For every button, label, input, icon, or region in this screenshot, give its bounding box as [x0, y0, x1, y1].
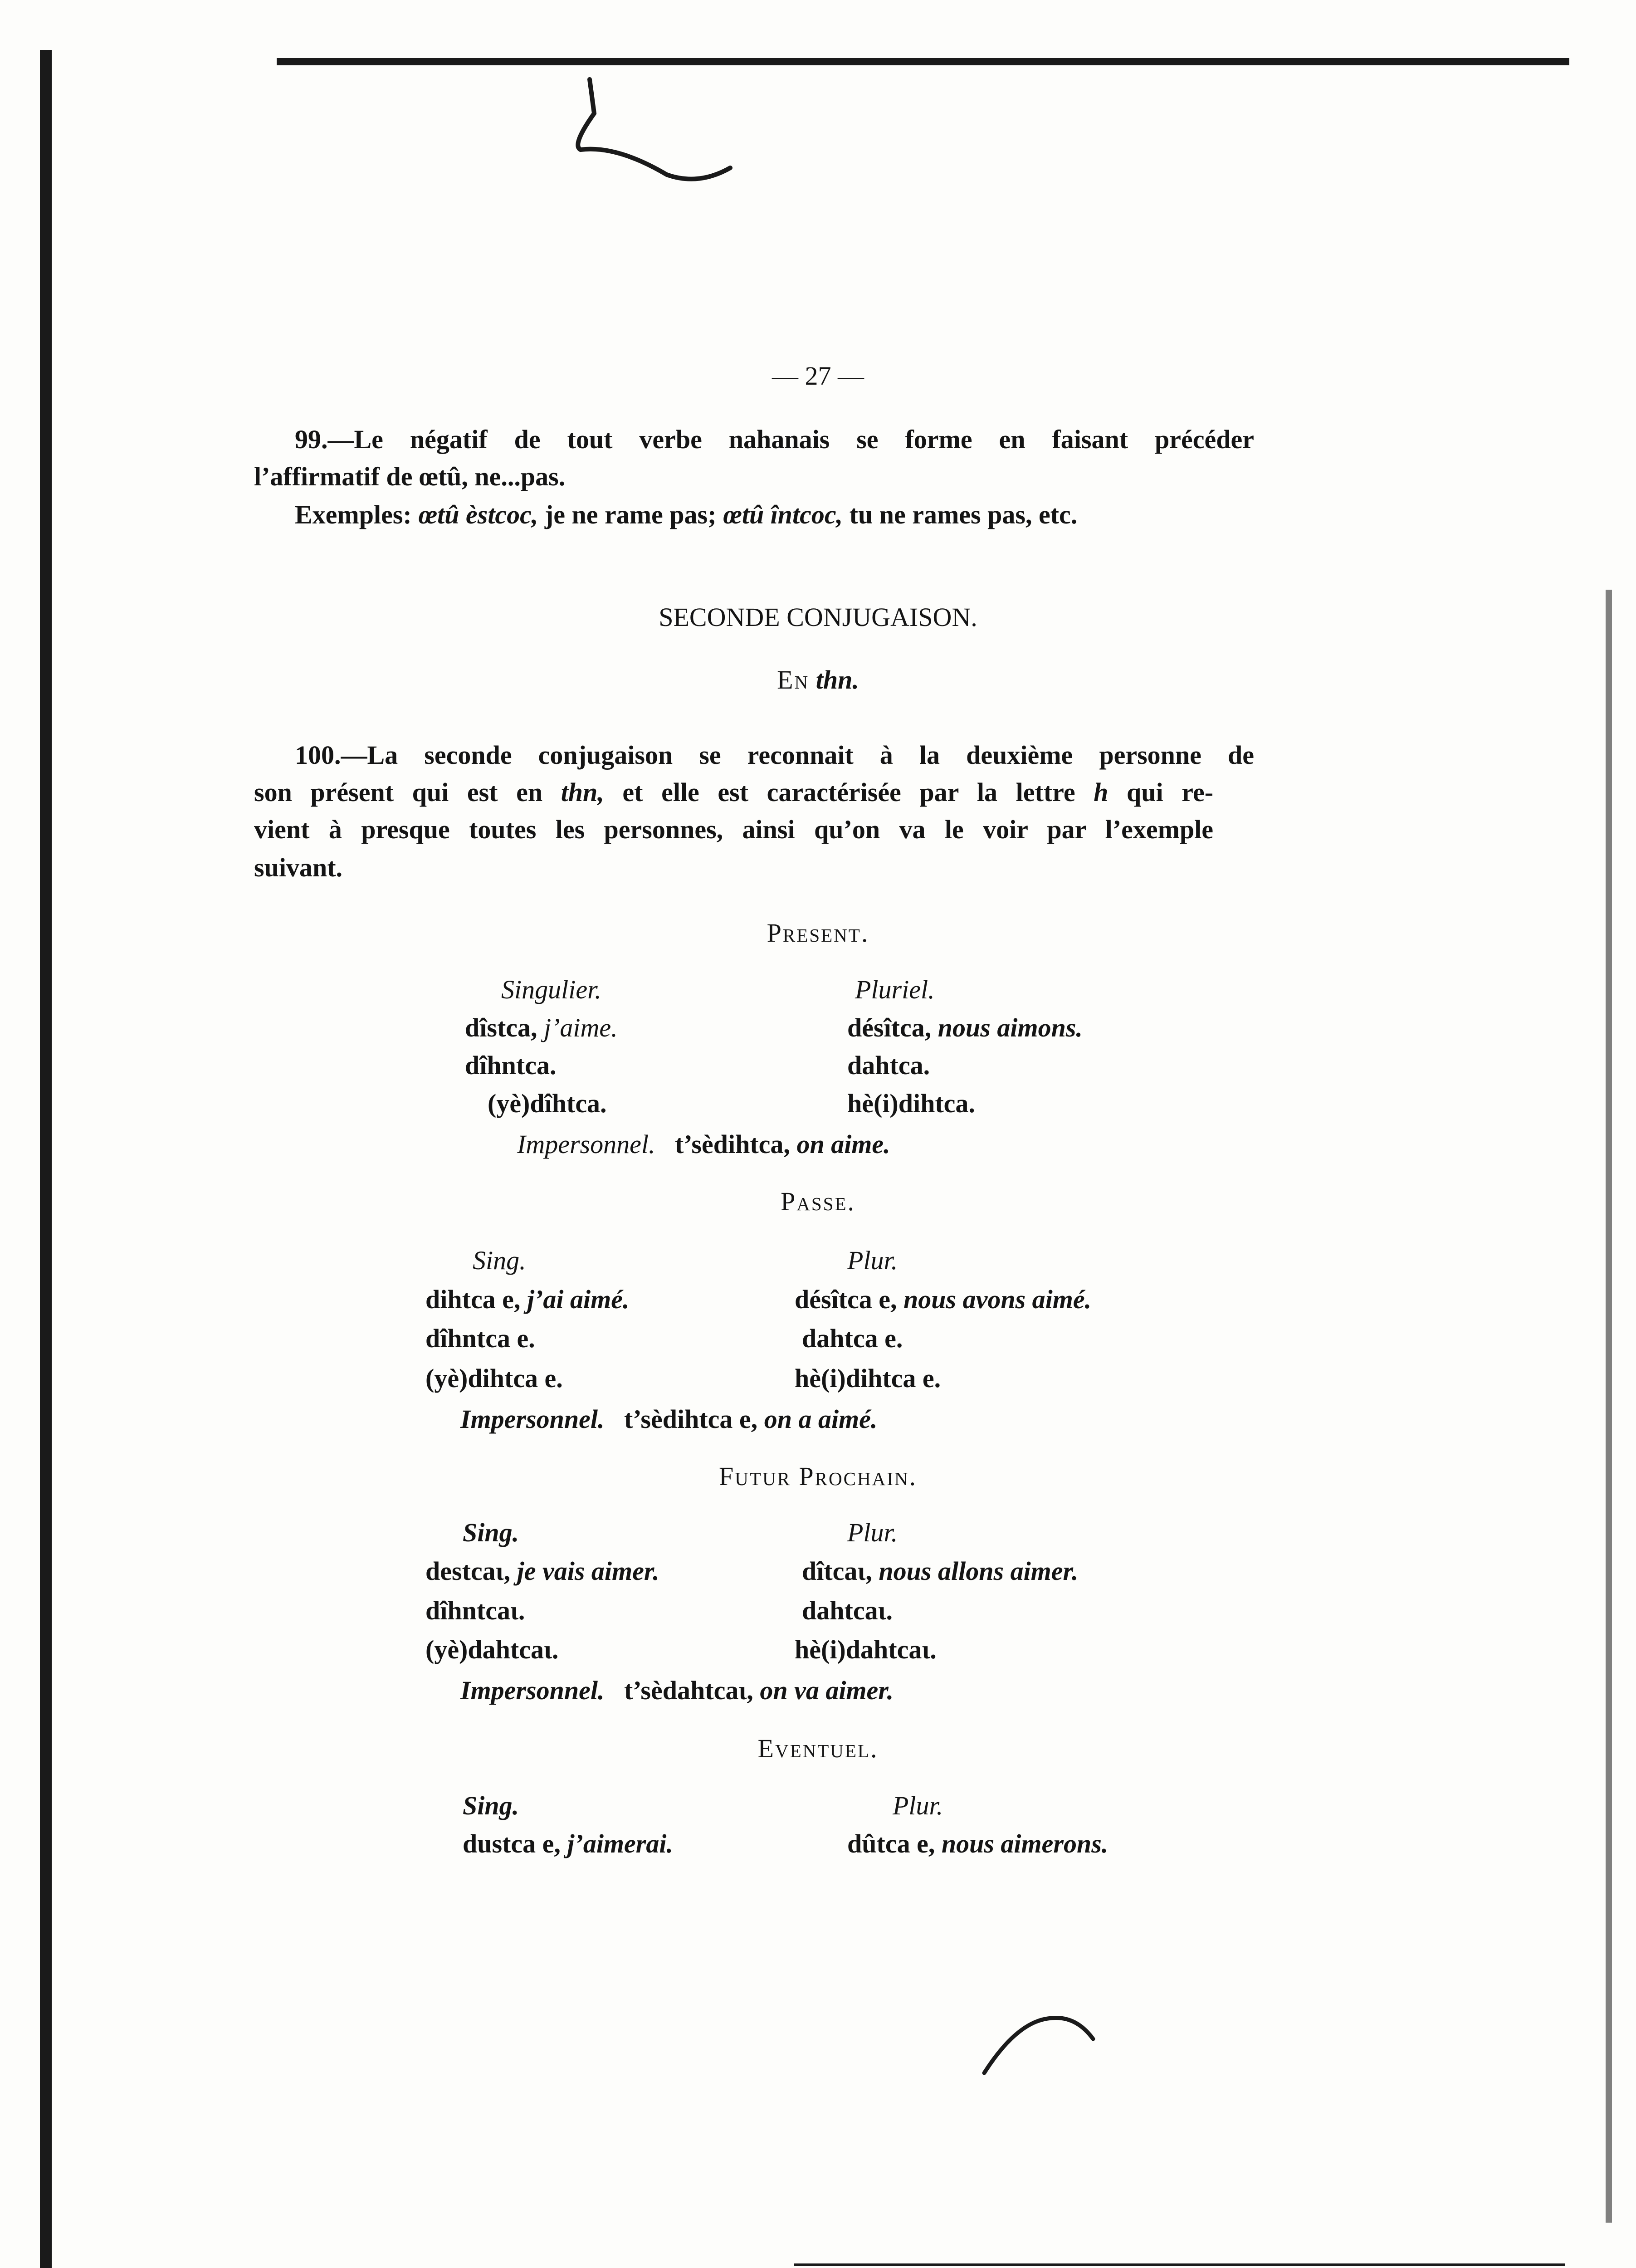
- present-s2: dîhntca.: [465, 1051, 557, 1080]
- futur-plur-header: Plur.: [847, 1518, 898, 1547]
- futur-p1: dîtcaɩ, nous allons aimer.: [802, 1556, 1079, 1586]
- subheading-ending: thn.: [816, 665, 859, 694]
- passe-p3: hè(i)dihtca e.: [795, 1364, 941, 1393]
- conjugation-heading: SECONDE CONJUGAISON.: [659, 602, 977, 632]
- futur-s2: dîhntcaɩ.: [425, 1596, 525, 1625]
- para100-line4: suivant.: [254, 853, 343, 882]
- passe-impersonnel: Impersonnel. t’sèdihtca e, on a aimé.: [460, 1404, 878, 1434]
- eventuel-plur-header: Plur.: [893, 1791, 943, 1820]
- present-s1: dîstca, j’aime.: [465, 1013, 618, 1042]
- eventuel-s1: dustca e, j’aimerai.: [463, 1829, 673, 1858]
- present-impersonnel: Impersonnel. t’sèdihtca, on aime.: [517, 1129, 890, 1159]
- passe-sing-header: Sing.: [473, 1246, 526, 1275]
- para100-line3: vient à presque toutes les personnes, ainsi qu’on va le voir par l’exemple: [254, 815, 1213, 844]
- eventuel-p1: dûtca e, nous aimerons.: [847, 1829, 1109, 1858]
- passe-s1: dihtca e, j’ai aimé.: [425, 1285, 630, 1314]
- para100-line2: son présent qui est en thn, et elle est caractérisée par la lettre h qui re-: [254, 777, 1214, 807]
- passe-p2: dahtca e.: [802, 1324, 903, 1353]
- para100-line1: 100.—La seconde conjugaison se reconnait à la deuxième personne de: [295, 740, 1254, 770]
- example2-translation: tu ne rames pas, etc.: [849, 500, 1078, 529]
- pen-mark-bottom: [980, 2005, 1116, 2077]
- pen-mark-top: [562, 77, 753, 204]
- futur-title: Futur Prochain.: [719, 1461, 917, 1491]
- example1-translation: je ne rame pas;: [544, 500, 717, 529]
- futur-p2: dahtcaɩ.: [802, 1596, 893, 1625]
- passe-title: Passe.: [780, 1187, 855, 1216]
- passe-s3: (yè)dihtca e.: [425, 1364, 563, 1393]
- present-p3: hè(i)dihtca.: [847, 1089, 975, 1118]
- present-s3: (yè)dîhtca.: [488, 1089, 607, 1118]
- eventuel-title: Eventuel.: [757, 1734, 879, 1763]
- present-sing-header: Singulier.: [501, 975, 601, 1004]
- para99-line2: l’affirmatif de œtû, ne...pas.: [254, 462, 566, 491]
- futur-p3: hè(i)dahtcaɩ.: [795, 1635, 937, 1664]
- passe-plur-header: Plur.: [847, 1246, 898, 1275]
- passe-s2: dîhntca e.: [425, 1324, 535, 1353]
- bottom-rule: [794, 2263, 1565, 2266]
- futur-impersonnel: Impersonnel. t’sèdahtcaɩ, on va aimer.: [460, 1676, 894, 1705]
- futur-s1: destcaɩ, je vais aimer.: [425, 1556, 659, 1586]
- subheading-en: En: [777, 665, 810, 694]
- page-number: — 27 —: [772, 361, 864, 391]
- present-plur-header: Pluriel.: [855, 975, 935, 1004]
- right-margin-bleed: [1606, 590, 1612, 2223]
- conjugation-subheading: [0, 667, 1636, 693]
- eventuel-sing-header: Sing.: [463, 1791, 519, 1820]
- para99-examples: [295, 502, 1077, 528]
- present-p2: dahtca.: [847, 1051, 930, 1080]
- futur-sing-header: Sing.: [463, 1518, 519, 1547]
- example1-word: œtû èstcoc,: [418, 500, 538, 529]
- example2-word: œtû întcoc,: [723, 500, 843, 529]
- futur-s3: (yè)dahtcaɩ.: [425, 1635, 559, 1664]
- present-title: Present.: [767, 918, 869, 948]
- present-p1: désîtca, nous aimons.: [847, 1013, 1083, 1042]
- examples-label: Exemples:: [295, 500, 412, 529]
- passe-p1: désîtca e, nous avons aimé.: [795, 1285, 1092, 1314]
- top-rule: [277, 58, 1569, 65]
- para99-line1: 99.—Le négatif de tout verbe nahanais se forme en faisant précéder: [295, 425, 1254, 454]
